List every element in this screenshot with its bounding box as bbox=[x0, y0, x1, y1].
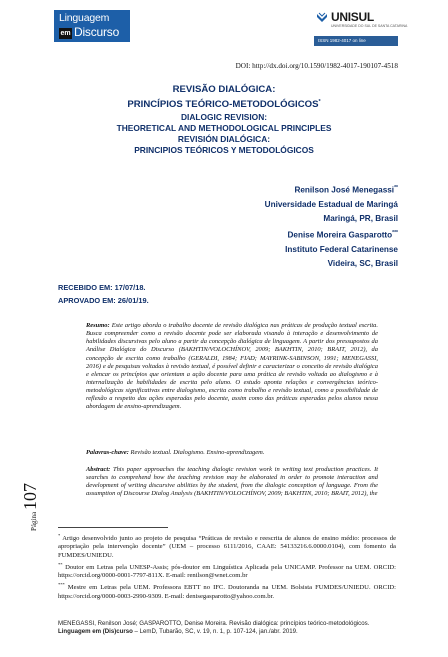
keywords-pt-label: Palavras-chave: bbox=[86, 449, 129, 456]
author2-name bbox=[265, 226, 398, 243]
title-en-line1: DIALOGIC REVISION: bbox=[180, 111, 268, 122]
unisul-name: UNISUL bbox=[331, 10, 374, 24]
author1-name-text: Renilson José Menegassi bbox=[294, 185, 395, 195]
unisul-mark-icon bbox=[316, 12, 328, 24]
journal-logo bbox=[54, 10, 130, 42]
unisul-tagline: UNIVERSIDADE DO SUL DE SANTA CATARINA bbox=[331, 24, 408, 28]
page-number-rotated bbox=[20, 436, 40, 531]
title-pt-line2-text: PRINCÍPIOS TEÓRICO-METODOLÓGICOS bbox=[127, 99, 319, 111]
author2-footnote-marker[interactable]: *** bbox=[392, 230, 398, 237]
received-date: RECEBIDO EM: 17/07/18. bbox=[58, 283, 146, 292]
citation-before: MENEGASSI, Renilson José; GASPAROTTO, Denise Moreira. Revisão dialógica: princípios teórico-metodológicos. bbox=[58, 620, 370, 627]
title-pt-line2 bbox=[40, 96, 408, 111]
footnote-3-text: Mestre em Letras pela UEM. Professora EBTT no IFC. Doutoranda na UEM. Bolsista FUMDES/UNIEDU. ORCID: https://orcid.org/0000-0003-2990-9309. E-mail: denisegasparotto@yahoo.com.br. bbox=[58, 584, 396, 600]
author1-name bbox=[265, 181, 398, 198]
citation-after: – LemD, Tubarão, SC, v. 19, n. 1, p. 107-124, jan./abr. 2019. bbox=[132, 628, 298, 636]
author1-footnote-marker[interactable]: ** bbox=[394, 185, 398, 191]
abstract-en-label: Abstract: bbox=[86, 466, 111, 473]
footnote-divider bbox=[58, 527, 168, 528]
doi-link[interactable]: DOI: http://dx.doi.org/10.1590/1982-4017-190107-4518 bbox=[235, 62, 398, 70]
author1-institution: Universidade Estadual de Maringá bbox=[264, 199, 398, 209]
footnote-1 bbox=[58, 532, 396, 560]
abstract-pt bbox=[86, 322, 378, 411]
author2-name-text: Denise Moreira Gasparotto bbox=[287, 230, 393, 240]
footnote-1-marker: * bbox=[58, 533, 61, 538]
journal-logo-line1: Linguagem bbox=[59, 12, 110, 24]
page-number-label bbox=[20, 436, 40, 531]
abstract-pt-text: Este artigo aborda o trabalho docente de revisão dialógica nas práticas de produção textual escrita. Busca compreender como a revisão docente pode ser elaborada visando à interação e desenvolvimento de habilidades discursivas pelo aluno a partir da concepção dialógica de linguagem. A partir dos pressupostos da Análise Dialógica do Discurso (BAKHTIN/VOLOCHÍNOV, 2009; BAKHTIN, 2010; BRAIT, 2012), da concepção de escrita como trabalho (GERALDI, 1984; FIAD; MAYRINK-SABINSON, 1991; MENEGASSI, 2016) e de pesquisas voltadas à revisão textual, é possível definir e caracterizar o conceito de revisão dialógica e elencar os princípios que orientam a ação docente para uma prática de revisão voltada ao dialogismo e à internalização de habilidades de escrita pelo aluno. O estudo aponta relações e convergências teórico-metodológicas significativas entre dialogismo, escrita como trabalho e revisão textual, como a possibilidade de reflexão a respeito das ações esperadas pelo docente, assim como das práticas esperadas pelos alunos nessa abordagem de ensino-aprendizagem. bbox=[86, 322, 379, 411]
dates-block bbox=[58, 282, 149, 307]
author2-city: Videira, SC, Brasil bbox=[327, 258, 398, 268]
unisul-logo bbox=[314, 10, 408, 48]
footnote-2 bbox=[58, 561, 396, 581]
keywords-pt-text: Revisão textual. Dialogismo. Ensino-aprendizagem. bbox=[130, 449, 265, 456]
abstract-en-text: This paper approaches the teaching dialogic revision work in writing text production practices. It searches to comprehend how the teaching revision may be elaborated in order to promote interaction and development of writing discursive abilities by the student, from the dialogic conception of language. From the assumption of Discourse Dialog Analysis (BAKHTIN/VOLOCHÍNOV, 2009; BAKHTIN, 2010; BRAIT, 2012), the bbox=[86, 466, 379, 498]
keywords-pt bbox=[86, 449, 378, 457]
footnotes bbox=[58, 532, 396, 602]
title-block bbox=[40, 84, 408, 156]
issn-label: ISSN 1982-4017 on line bbox=[314, 36, 398, 46]
footnote-2-marker: ** bbox=[58, 561, 63, 567]
title-pt-line1: REVISÃO DIALÓGICA: bbox=[172, 84, 276, 95]
page-word: Página bbox=[30, 511, 38, 531]
footnote-3-marker: *** bbox=[58, 582, 65, 588]
citation bbox=[58, 620, 398, 637]
citation-journal: Linguagem em (Dis)curso bbox=[58, 628, 133, 636]
footnote-3 bbox=[58, 581, 396, 601]
author2-institution: Instituto Federal Catarinense bbox=[285, 244, 398, 254]
journal-logo-line2: Discurso bbox=[74, 25, 120, 39]
abstract-en bbox=[86, 466, 378, 499]
footnote-1-text: Artigo desenvolvido junto ao projeto de pesquisa “Práticas de revisão e reescrita de alunos de ensino médio: processos de apropriação pela intervenção docente” (UEM – processo 6111/2016, CAAE: 54133216.6.0000.0104), com fomento da FUMDES/UNIEDU. bbox=[58, 535, 396, 559]
title-footnote-marker[interactable]: * bbox=[318, 99, 321, 106]
title-en-line2: THEORETICAL AND METHODOLOGICAL PRINCIPLES bbox=[116, 122, 332, 133]
title-es-line2: PRINCIPIOS TEÓRICOS Y METODOLÓGICOS bbox=[134, 144, 314, 155]
journal-logo-em: em bbox=[60, 30, 71, 37]
footnote-2-text: Doutor em Letras pela UNESP-Assis; pós-doutor em Linguística Aplicada pela UNICAMP. Professor na UEM. ORCID: https://orcid.org/0000-0001-7797-811X. E-mail: renilson@wnet.com.br bbox=[58, 563, 396, 580]
authors-block bbox=[265, 181, 398, 271]
title-es-line1: REVISIÓN DIALÓGICA: bbox=[177, 133, 271, 144]
approved-date: APROVADO EM: 26/01/19. bbox=[58, 295, 149, 305]
abstract-pt-label: Resumo: bbox=[86, 322, 110, 329]
author1-city: Maringá, PR, Brasil bbox=[323, 213, 398, 223]
page-number: 107 bbox=[20, 482, 40, 510]
